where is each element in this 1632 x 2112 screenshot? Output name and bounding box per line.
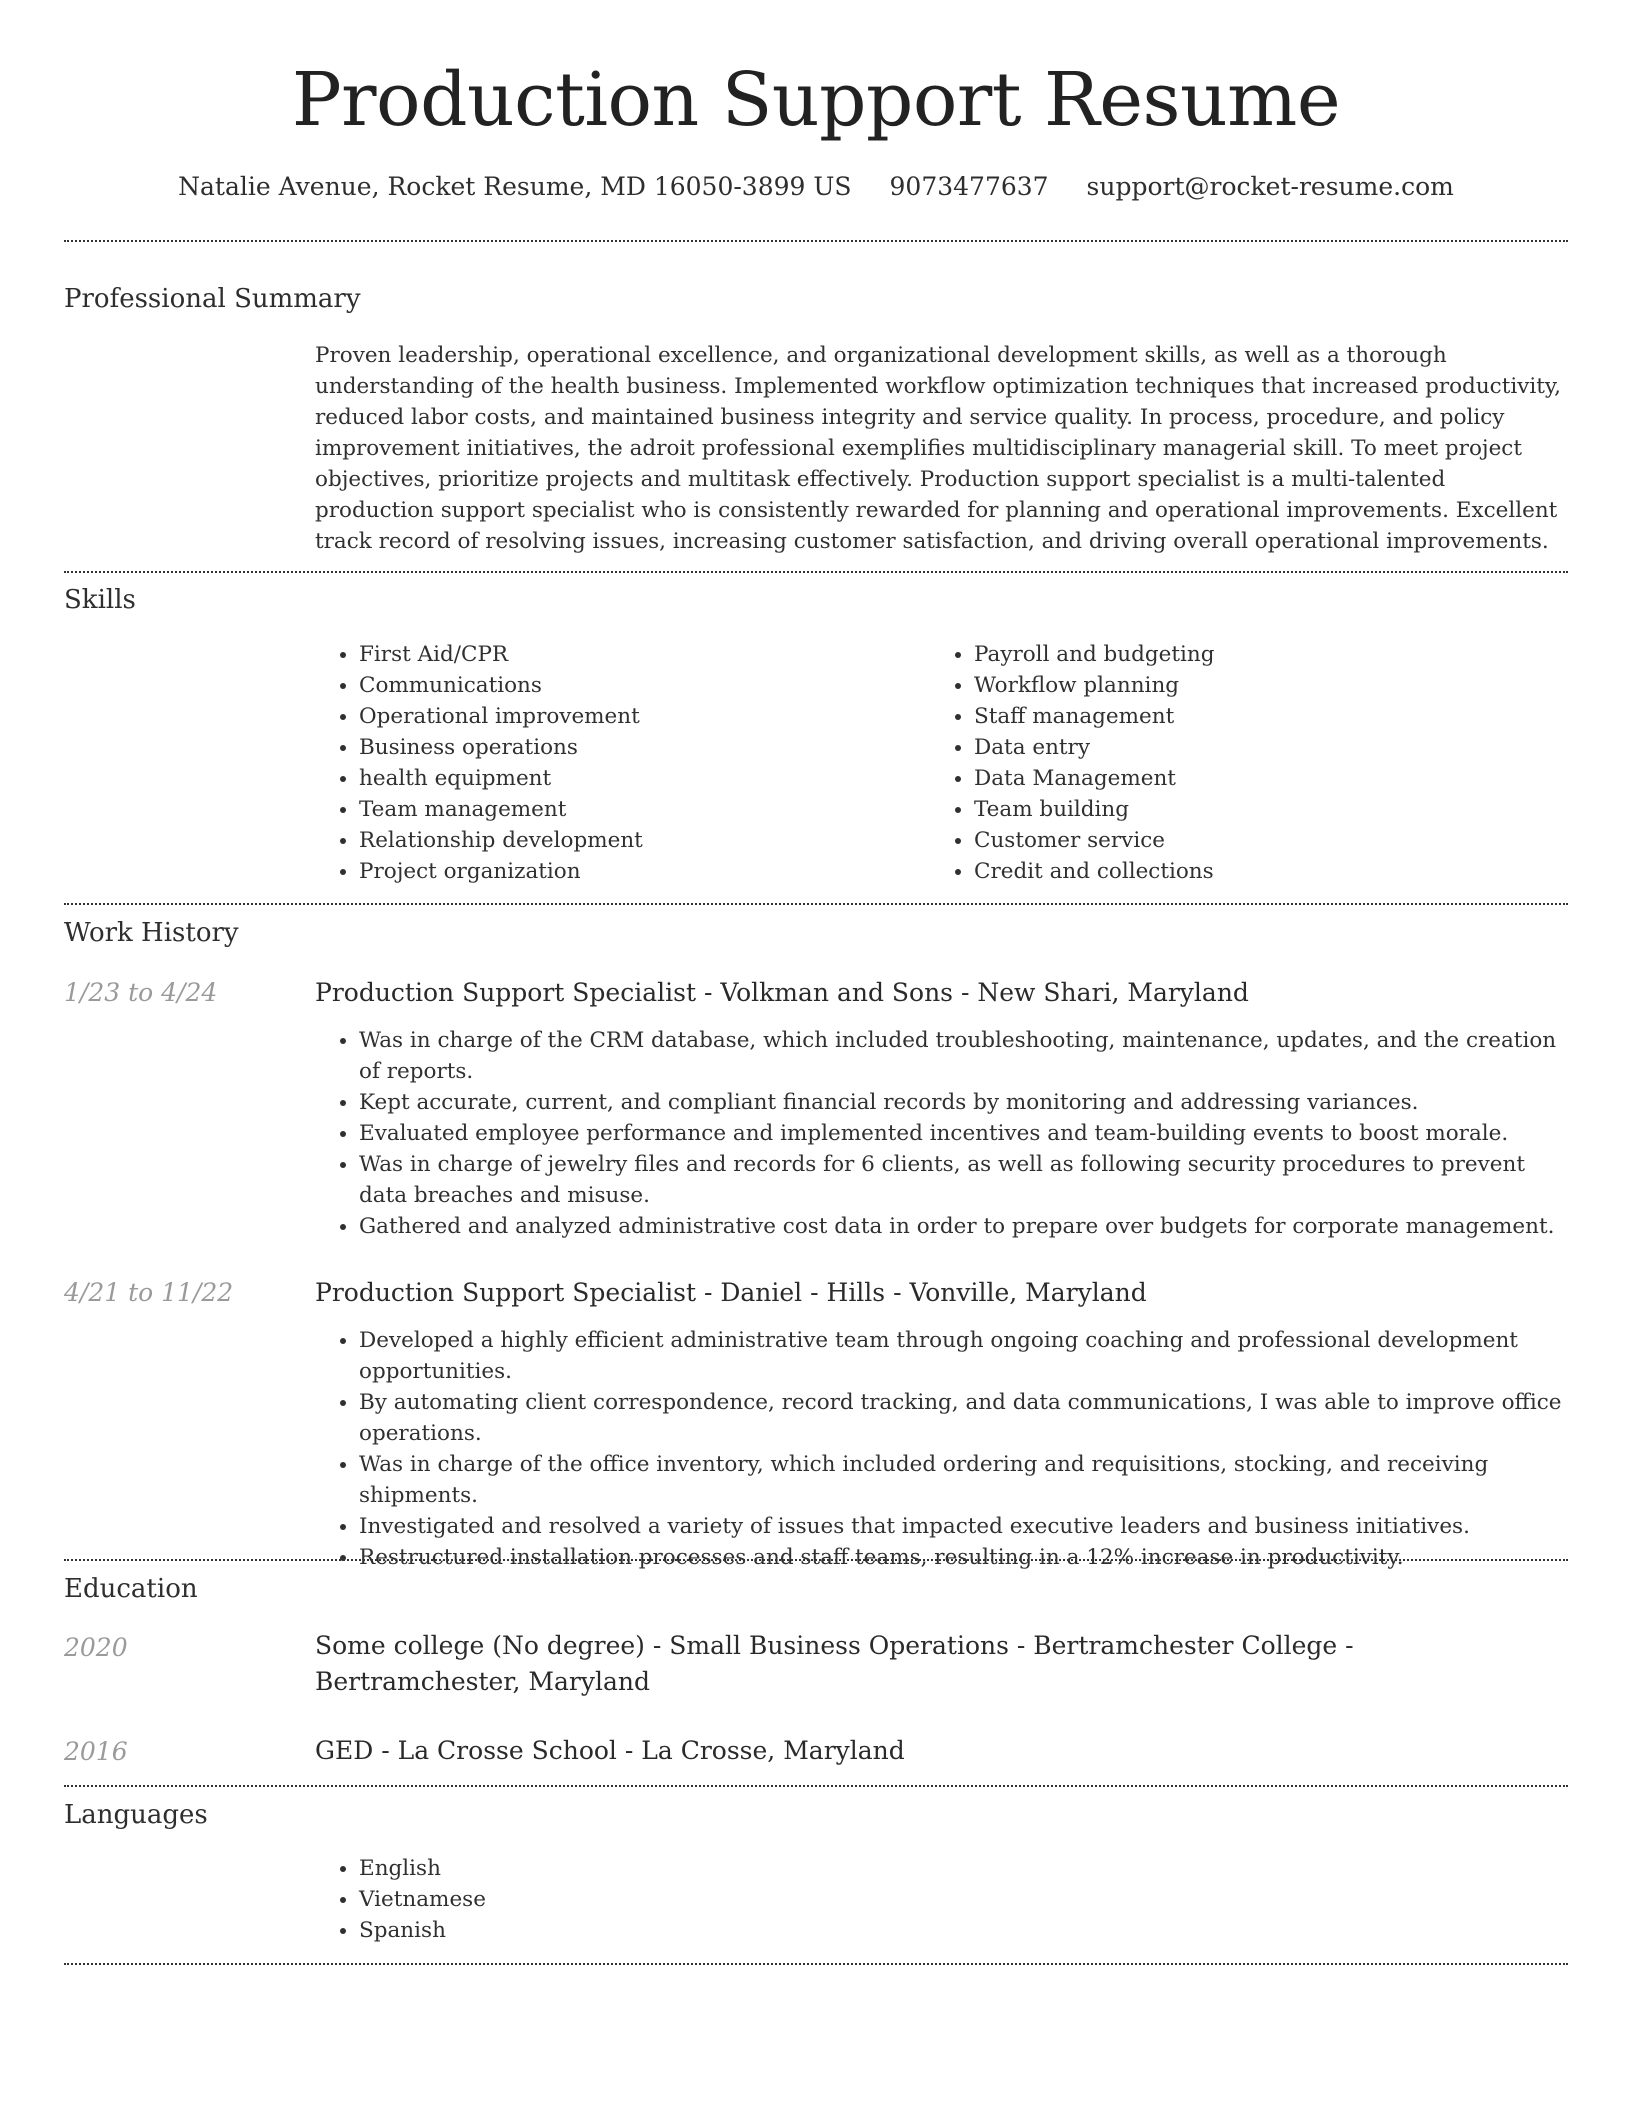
list-item: • Evaluated employee performance and implemented incentives and team-building events to boost morale. xyxy=(359,1118,1568,1149)
contact-address: Natalie Avenue, Rocket Resume, MD 16050-3899 US xyxy=(178,172,852,201)
list-item: • Team building xyxy=(974,794,1574,825)
list-item: • Restructured installation processes and staff teams, resulting in a 12% increase in productivity. xyxy=(359,1542,1568,1573)
divider xyxy=(64,903,1568,905)
divider xyxy=(64,571,1568,573)
work-heading: Work History xyxy=(64,918,239,948)
contact-email: support@rocket-resume.com xyxy=(1086,172,1454,201)
list-item: • Investigated and resolved a variety of issues that impacted executive leaders and business initiatives. xyxy=(359,1511,1568,1542)
list-item: • Was in charge of the office inventory, which included ordering and requisitions, stocking, and receiving shipments. xyxy=(359,1449,1568,1511)
education-heading: Education xyxy=(64,1574,198,1604)
education-entry: Some college (No degree) - Small Business Operations - Bertramchester College - Bertramchester, Maryland xyxy=(315,1631,1354,1696)
divider xyxy=(64,1559,1568,1561)
list-item: • Was in charge of the CRM database, which included troubleshooting, maintenance, updates, and the creation of reports. xyxy=(359,1025,1568,1087)
list-item: • By automating client correspondence, record tracking, and data communications, I was able to improve office operations. xyxy=(359,1387,1568,1449)
skills-list-right xyxy=(930,639,1574,887)
divider xyxy=(64,240,1568,242)
list-item: • Relationship development xyxy=(359,825,919,856)
list-item: • Data Management xyxy=(974,763,1574,794)
job-title: Production Support Specialist - Volkman and Sons - New Shari, Maryland xyxy=(315,978,1249,1007)
list-item: • Workflow planning xyxy=(974,670,1574,701)
job-title: Production Support Specialist - Daniel - Hills - Vonville, Maryland xyxy=(315,1278,1147,1307)
summary-heading: Professional Summary xyxy=(64,284,361,314)
divider xyxy=(64,1963,1568,1965)
skills-heading: Skills xyxy=(64,585,136,615)
list-item: • Vietnamese xyxy=(359,1884,959,1915)
list-item: • Customer service xyxy=(974,825,1574,856)
list-item: • health equipment xyxy=(359,763,919,794)
job-dates: 1/23 to 4/24 xyxy=(64,978,218,1007)
list-item: • Business operations xyxy=(359,732,919,763)
contact-line xyxy=(0,170,1632,204)
list-item: • Spanish xyxy=(359,1915,959,1946)
list-item: • Payroll and budgeting xyxy=(974,639,1574,670)
languages-list xyxy=(315,1853,959,1946)
summary-text: Proven leadership, operational excellence, and organizational development skills, as well as a thorough understanding of the health business. Implemented workflow optimization techniques that increased productivity, reduced labor costs, and maintained business integrity and service quality. In process, procedure, and policy improvement initiatives, the adroit professional exemplifies multidisciplinary managerial skill. To meet project objectives, prioritize projects and multitask effectively. Production support specialist is a multi-talented production support specialist who is consistently rewarded for planning and operational improvements. Excellent track record of resolving issues, increasing customer satisfaction, and driving overall operational improvements. xyxy=(315,343,1562,554)
list-item: • Data entry xyxy=(974,732,1574,763)
job-dates: 4/21 to 11/22 xyxy=(64,1278,234,1307)
skills-list-left xyxy=(315,639,919,887)
list-item: • Project organization xyxy=(359,856,919,887)
list-item: • Staff management xyxy=(974,701,1574,732)
list-item: • Gathered and analyzed administrative cost data in order to prepare over budgets for corporate management. xyxy=(359,1211,1568,1242)
list-item: • First Aid/CPR xyxy=(359,639,919,670)
list-item: • Credit and collections xyxy=(974,856,1574,887)
resume-title: Production Support Resume xyxy=(291,57,1341,143)
list-item: • Communications xyxy=(359,670,919,701)
education-entry: GED - La Crosse School - La Crosse, Maryland xyxy=(315,1736,905,1765)
job-bullets xyxy=(315,1025,1568,1242)
contact-phone: 9073477637 xyxy=(889,172,1049,201)
divider xyxy=(64,1785,1568,1787)
job-bullets xyxy=(315,1325,1568,1573)
list-item: • Kept accurate, current, and compliant financial records by monitoring and addressing variances. xyxy=(359,1087,1568,1118)
list-item: • Developed a highly efficient administrative team through ongoing coaching and professional development opportunities. xyxy=(359,1325,1568,1387)
list-item: • English xyxy=(359,1853,959,1884)
education-year: 2016 xyxy=(64,1737,128,1766)
list-item: • Operational improvement xyxy=(359,701,919,732)
list-item: • Team management xyxy=(359,794,919,825)
list-item: • Was in charge of jewelry files and records for 6 clients, as well as following security procedures to prevent data breaches and misuse. xyxy=(359,1149,1568,1211)
education-year: 2020 xyxy=(64,1633,128,1662)
languages-heading: Languages xyxy=(64,1800,208,1830)
